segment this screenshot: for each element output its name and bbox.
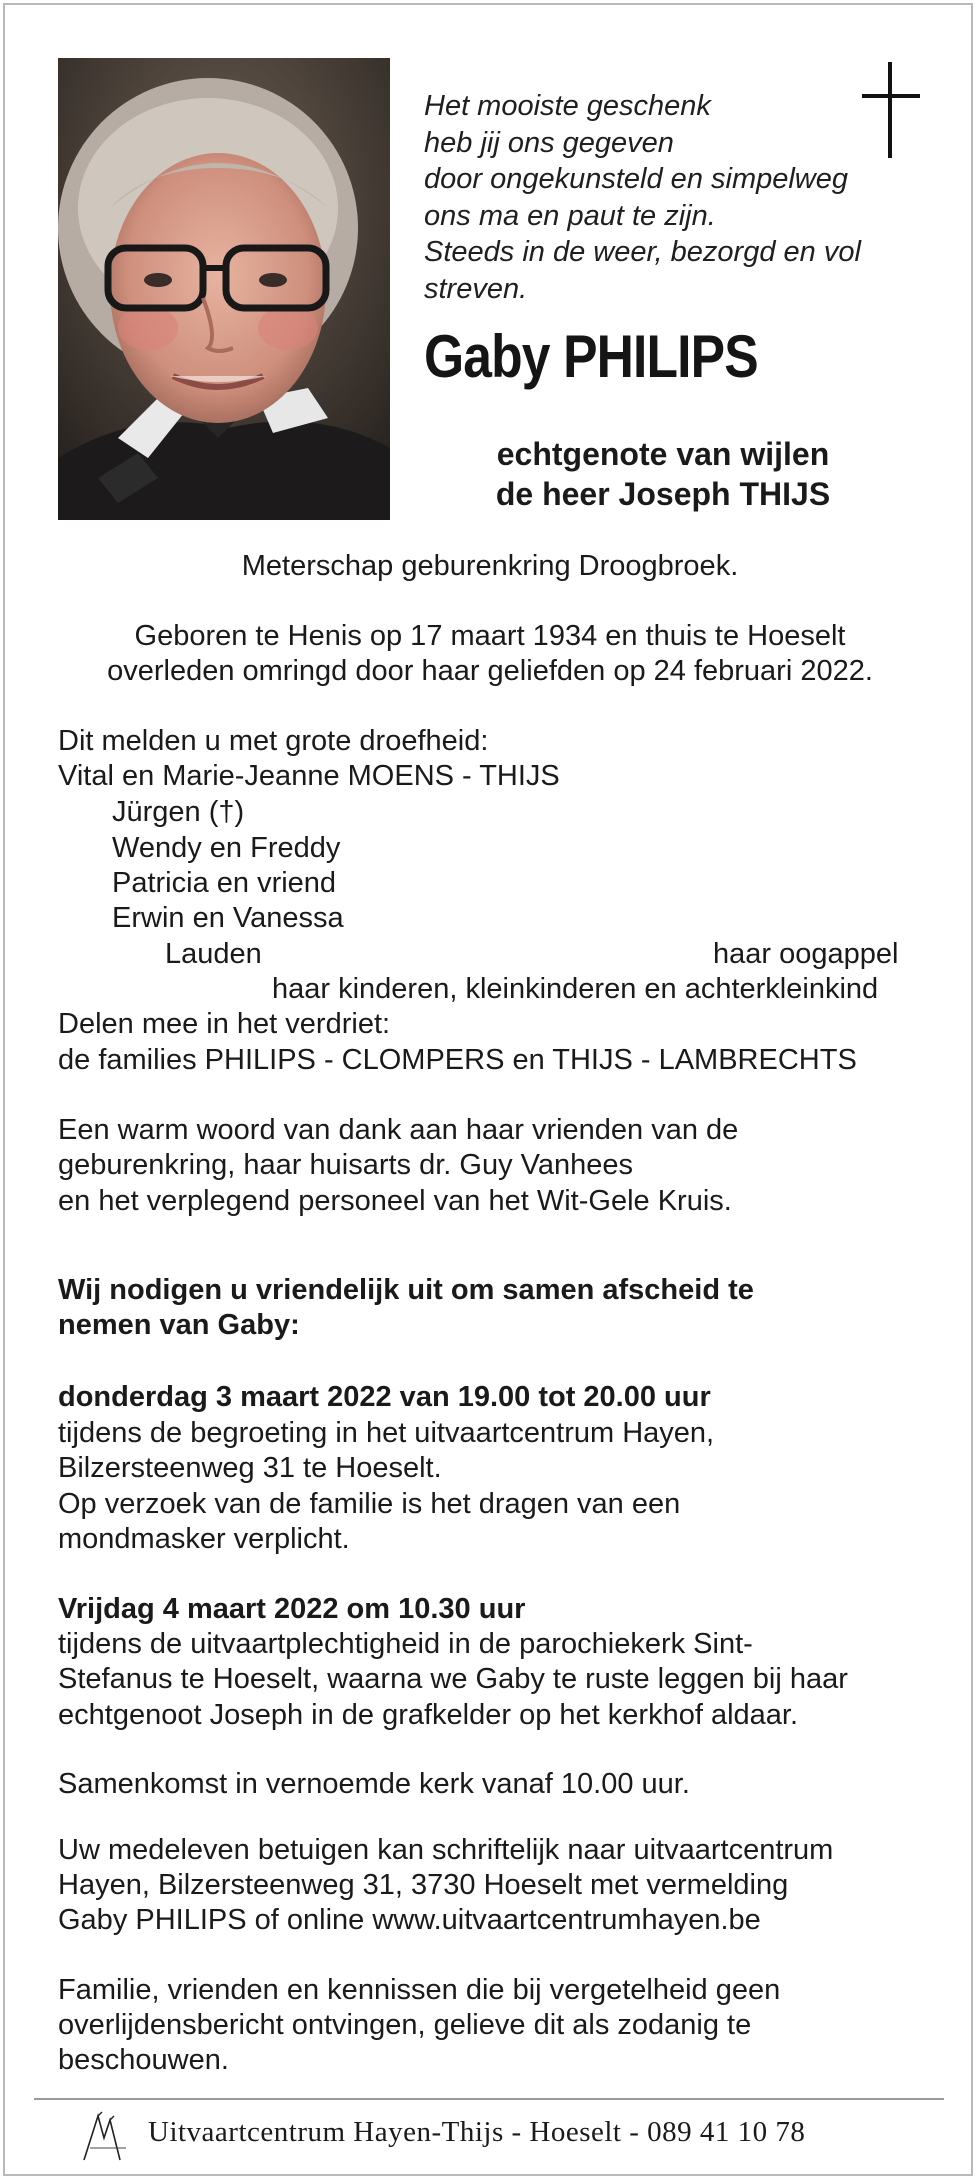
notice-line: Familie, vrienden en kennissen die bij vergetelheid geen [58,1974,781,2006]
families: de families PHILIPS - CLOMPERS en THIJS - LAMBRECHTS [58,1044,857,1076]
funeral-home-logo-icon [80,2108,132,2164]
condolence-line: Gaby PHILIPS of online www.uitvaartcentrumhayen.be [58,1904,761,1936]
children-couple: Vital en Marie-Jeanne MOENS - THIJS [58,760,560,792]
footer-divider [34,2098,944,2100]
poem-line: door ongekunsteld en simpelweg [424,163,848,195]
deceased-name: Gaby PHILIPS [424,323,758,390]
birth-line: overleden omringd door haar geliefden op 24 februari 2022. [107,655,873,687]
great-grandchild: Lauden [165,938,262,970]
portrait-photo [58,58,390,520]
thanks-line: en het verplegend personeel van het Wit-Gele Kruis. [58,1185,732,1217]
visitation-line: mondmasker verplicht. [58,1523,350,1555]
spouse-line: de heer Joseph THIJS [495,476,831,512]
gathering: Samenkomst in vernoemde kerk vanaf 10.00 uur. [58,1768,690,1800]
funeral-line: tijdens de uitvaartplechtigheid in de parochiekerk Sint- [58,1628,753,1660]
share-intro: Delen mee in het verdriet: [58,1008,391,1040]
grandchild: Wendy en Freddy [112,832,341,864]
grandchild: Erwin en Vanessa [112,902,344,934]
condolence-line: Hayen, Bilzersteenweg 31, 3730 Hoeselt met vermelding [58,1869,789,1901]
poem-line: Steeds in de weer, bezorgd en vol [424,236,861,268]
poem-line: heb jij ons gegeven [424,126,674,159]
visitation-heading: donderdag 3 maart 2022 van 19.00 tot 20.00 uur [58,1381,711,1413]
poem [424,88,924,307]
notice-line: overlijdensbericht ontvingen, gelieve dit als zodanig te [58,2009,752,2041]
condolence-line: Uw medeleven betuigen kan schriftelijk naar uitvaartcentrum [58,1834,834,1866]
visitation-line: Op verzoek van de familie is het dragen van een [58,1488,681,1520]
relation-summary: haar kinderen, kleinkinderen en achterkleinkind [272,973,879,1005]
meterschap: Meterschap geburenkring Droogbroek. [241,550,739,582]
funeral-line: echtgenoot Joseph in de grafkelder op het kerkhof aldaar. [58,1699,799,1731]
thanks-line: Een warm woord van dank aan haar vrienden van de [58,1114,739,1146]
spouse-info [424,434,902,514]
thanks-line: geburenkring, haar huisarts dr. Guy Vanhees [58,1149,633,1181]
poem-line: ons ma en paut te zijn. [424,199,716,232]
visitation-line: Bilzersteenweg 31 te Hoeselt. [58,1452,442,1484]
footer-contact: Uitvaartcentrum Hayen-Thijs - Hoeselt - 089 41 10 78 [148,2116,806,2148]
notice-line: beschouwen. [58,2044,229,2076]
poem-line: streven. [424,272,528,305]
invite-line: Wij nodigen u vriendelijk uit om samen afscheid te [58,1274,754,1306]
funeral-line: Stefanus te Hoeselt, waarna we Gaby te ruste leggen bij haar [58,1663,848,1695]
birth-line: Geboren te Henis op 17 maart 1934 en thuis te Hoeselt [134,620,846,652]
poem-line: Het mooiste geschenk [424,90,711,122]
spouse-line: echtgenote van wijlen [496,436,830,472]
funeral-heading: Vrijdag 4 maart 2022 om 10.30 uur [58,1593,526,1625]
grandchild: Patricia en vriend [112,867,337,899]
great-grandchild-note: haar oogappel [713,938,899,970]
announce-intro: Dit melden u met grote droefheid: [58,725,489,757]
invite-line: nemen van Gaby: [58,1309,300,1341]
visitation-line: tijdens de begroeting in het uitvaartcentrum Hayen, [58,1417,715,1449]
grandchild: Jürgen (†) [112,796,245,828]
